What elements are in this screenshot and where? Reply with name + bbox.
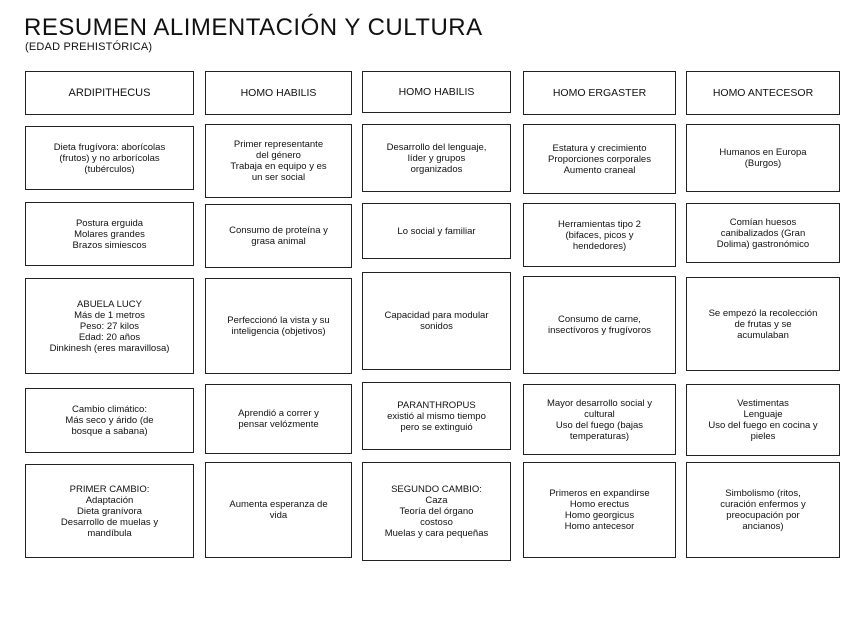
column-header-text: HOMO ERGASTER bbox=[552, 86, 647, 99]
info-box bbox=[362, 272, 511, 370]
info-box bbox=[686, 124, 840, 192]
info-box bbox=[686, 384, 840, 456]
info-text: Capacidad para modular sonidos bbox=[384, 310, 489, 332]
column-header-box bbox=[686, 71, 840, 115]
info-box bbox=[25, 464, 194, 558]
column-header-text: ARDIPITHECUS bbox=[68, 86, 151, 99]
column-header-text: HOMO HABILIS bbox=[240, 86, 317, 99]
info-box bbox=[523, 462, 676, 558]
info-box bbox=[25, 388, 194, 453]
column-header-text: HOMO HABILIS bbox=[398, 85, 475, 98]
info-box bbox=[686, 462, 840, 558]
info-text: Vestimentas Lenguaje Uso del fuego en cocina y pieles bbox=[708, 398, 818, 442]
info-box bbox=[25, 202, 194, 266]
info-box bbox=[362, 382, 511, 450]
info-box bbox=[523, 384, 676, 455]
column-header-box bbox=[25, 71, 194, 115]
info-text: SEGUNDO CAMBIO: Caza Teoría del órgano costoso Muelas y cara pequeñas bbox=[384, 484, 489, 539]
info-box bbox=[686, 277, 840, 371]
column-header-text: HOMO ANTECESOR bbox=[712, 86, 814, 99]
info-text: Postura erguida Molares grandes Brazos simiescos bbox=[72, 217, 147, 251]
info-box bbox=[523, 124, 676, 194]
info-text: Primeros en expandirse Homo erectus Homo georgicus Homo antecesor bbox=[549, 488, 650, 532]
info-text: Se empezó la recolección de frutas y se acumulaban bbox=[708, 307, 818, 341]
info-text: Aumenta esperanza de vida bbox=[229, 499, 328, 521]
info-text: Simbolismo (ritos, curación enfermos y preocupación por ancianos) bbox=[720, 488, 806, 532]
column-header-box bbox=[523, 71, 676, 115]
info-box bbox=[25, 126, 194, 190]
info-text: Consumo de carne, insectívoros y frugívoros bbox=[548, 314, 651, 336]
info-box bbox=[205, 204, 352, 268]
info-box bbox=[362, 203, 511, 259]
info-text: Primer representante del género Trabaja en equipo y es un ser social bbox=[230, 139, 327, 183]
info-text: Humanos en Europa (Burgos) bbox=[719, 147, 807, 169]
info-text: Dieta frugívora: aborícolas (frutos) y no arborícolas (tubérculos) bbox=[53, 141, 166, 175]
column-header-box bbox=[205, 71, 352, 115]
info-text: Estatura y crecimiento Proporciones corporales Aumento craneal bbox=[548, 142, 651, 176]
info-box bbox=[205, 462, 352, 558]
page-subtitle: (EDAD PREHISTÓRICA) bbox=[25, 41, 153, 53]
info-box bbox=[362, 462, 511, 561]
info-box bbox=[205, 278, 352, 374]
info-box bbox=[686, 203, 840, 263]
info-box bbox=[25, 278, 194, 374]
column-header-box bbox=[362, 71, 511, 113]
info-text: Aprendió a correr y pensar velózmente bbox=[238, 408, 319, 430]
info-text: Desarrollo del lenguaje, líder y grupos organizados bbox=[386, 141, 487, 175]
info-text: Consumo de proteína y grasa animal bbox=[229, 225, 328, 247]
info-text: PARANTHROPUS existió al mismo tiempo pero se extinguió bbox=[387, 399, 486, 433]
page-title: RESUMEN ALIMENTACIÓN Y CULTURA bbox=[24, 14, 483, 41]
info-box bbox=[523, 203, 676, 267]
info-text: Lo social y familiar bbox=[397, 225, 476, 237]
info-text: Comían huesos canibalizados (Gran Dolima) gastronómico bbox=[716, 216, 810, 250]
info-box bbox=[205, 124, 352, 198]
info-box bbox=[205, 384, 352, 454]
info-text: Cambio climático: Más seco y árido (de bosque a sabana) bbox=[65, 404, 154, 437]
info-text: Herramientas tipo 2 (bifaces, picos y hendedores) bbox=[558, 218, 641, 252]
info-text: ABUELA LUCY Más de 1 metros Peso: 27 kilos Edad: 20 años Dinkinesh (eres maravillosa) bbox=[49, 298, 170, 354]
info-text: Mayor desarrollo social y cultural Uso del fuego (bajas temperaturas) bbox=[546, 397, 653, 442]
info-box bbox=[362, 124, 511, 192]
info-text: Perfeccionó la vista y su inteligencia (objetivos) bbox=[227, 315, 330, 337]
info-box bbox=[523, 276, 676, 374]
info-text: PRIMER CAMBIO: Adaptación Dieta granívora Desarrollo de muelas y mandíbula bbox=[60, 483, 159, 539]
